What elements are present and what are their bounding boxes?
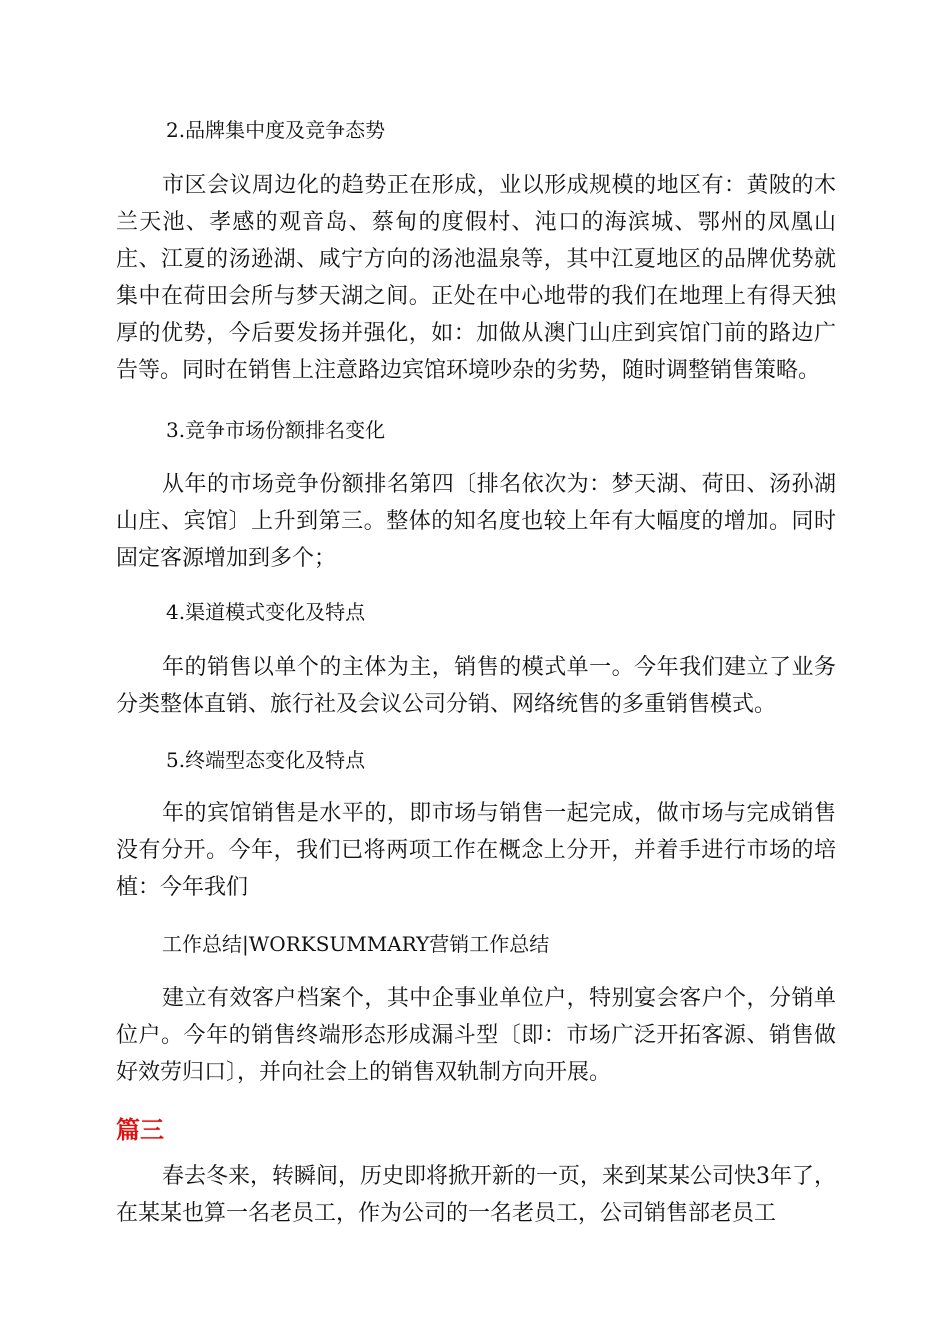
paragraph-channel-model: 年的销售以单个的主体为主，销售的模式单一。今年我们建立了业务分类整体直销、旅行社及会议公司分销、网络统售的多重销售模式。 [116, 655, 836, 717]
paragraph-customer-archive: 建立有效客户档案个，其中企事业单位户，特别宴会客户个，分销单位户。今年的销售终端形态形成漏斗型〔即：市场广泛开拓客源、销售做好效劳归口〕，并向社会上的销售双轨制方向开展。 [116, 986, 836, 1085]
paragraph-terminal-form: 年的宾馆销售是水平的，即市场与销售一起完成，做市场与完成销售没有分开。今年，我们已将两项工作在概念上分开，并着手进行市场的培植：今年我们 [116, 801, 836, 900]
work-summary-banner: 工作总结|WORKSUMMARY营销工作总结 [162, 932, 550, 956]
section-title-part-three: 篇三 [116, 1116, 164, 1144]
heading-brand-concentration: 2.品牌集中度及竞争态势 [166, 118, 386, 142]
paragraph-brand-concentration: 市区会议周边化的趋势正在形成，业以形成规模的地区有：黄陂的木兰天池、孝感的观音岛、蔡甸的度假村、沌口的海滨城、鄂州的凤凰山庄、江夏的汤逊湖、咸宁方向的汤池温泉等，其中江夏地区的品牌优势就集中在荷田会所与梦天湖之间。正处在中心地带的我们在地理上有得天独厚的优势，今后要发扬并强化，如：加做从澳门山庄到宾馆门前的路边广告等。同时在销售上注意路边宾馆环境吵杂的劣势，随时调整销售策略。 [116, 173, 836, 383]
heading-market-share-ranking: 3.竞争市场份额排名变化 [166, 418, 386, 442]
paragraph-market-share-ranking: 从年的市场竞争份额排名第四〔排名依次为：梦天湖、荷田、汤孙湖山庄、宾馆〕上升到第三。整体的知名度也较上年有大幅度的增加。同时固定客源增加到多个； [116, 472, 836, 571]
heading-terminal-form: 5.终端型态变化及特点 [166, 748, 366, 772]
heading-channel-model: 4.渠道模式变化及特点 [166, 600, 366, 624]
paragraph-part-three-intro: 春去冬来，转瞬间，历史即将掀开新的一页，来到某某公司快3年了，在某某也算一名老员工，作为公司的一名老员工，公司销售部老员工 [116, 1164, 836, 1226]
